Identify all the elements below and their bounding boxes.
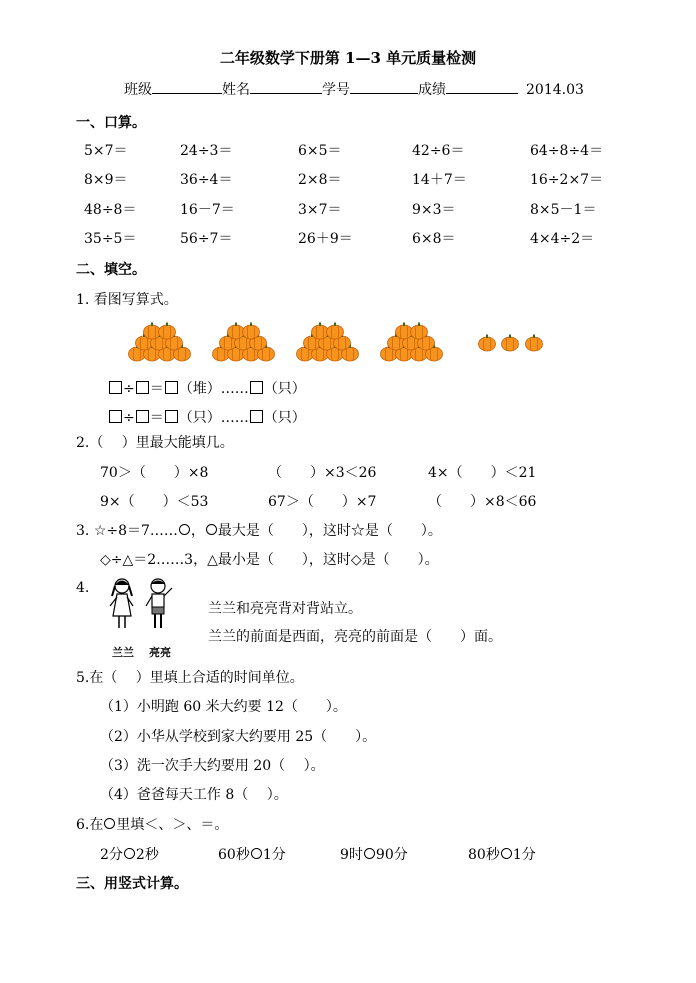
q6-left: 80秒 <box>468 847 500 863</box>
q2-item[interactable]: 9×（ ）＜53 <box>100 494 209 510</box>
circle-symbol <box>179 524 190 535</box>
q6-left: 9时 <box>340 847 363 863</box>
mental-math-row <box>0 228 696 248</box>
answer-box[interactable] <box>136 410 149 423</box>
q6-item <box>100 844 159 864</box>
section2-heading: 二、填空。 <box>76 262 146 278</box>
mental-math-item[interactable]: 9×3＝ <box>412 202 456 218</box>
mental-math-item[interactable]: 26＋9＝ <box>298 231 353 247</box>
mental-math-item[interactable]: 3×7＝ <box>298 202 342 218</box>
section1-heading: 一、口算。 <box>76 115 146 131</box>
q6-label <box>76 814 228 834</box>
q5-item[interactable]: （4）爸爸每天工作 8（ ）。 <box>100 787 288 803</box>
mental-math-item[interactable]: 64÷8÷4＝ <box>530 143 604 159</box>
number-blank[interactable] <box>350 79 418 94</box>
q1-label: 1. 看图写算式。 <box>76 292 178 308</box>
mental-math-item[interactable]: 6×8＝ <box>412 231 456 247</box>
answer-box[interactable] <box>165 381 178 394</box>
q5-label: 5.在（ ）里填上合适的时间单位。 <box>76 670 304 686</box>
section3-heading: 三、用竖式计算。 <box>76 876 188 892</box>
number-label: 学号 <box>322 82 350 98</box>
mental-math-item[interactable]: 24÷3＝ <box>180 143 233 159</box>
q3-line-2[interactable]: ◇÷△＝2……3，△最小是（ ），这时◇是（ ）。 <box>100 552 439 568</box>
mental-math-item[interactable]: 36÷4＝ <box>180 172 233 188</box>
q6-label-part: 6.在 <box>76 817 104 833</box>
q3-expression: ☆÷8＝7…… <box>93 523 178 539</box>
pumpkin-pile-2 <box>213 323 275 362</box>
mental-math-item[interactable]: 5×7＝ <box>84 143 128 159</box>
mental-math-item[interactable]: 4×4÷2＝ <box>530 231 595 247</box>
circle-symbol <box>206 524 217 535</box>
unit-text: （只） <box>263 381 306 397</box>
name-blank[interactable] <box>250 79 322 94</box>
mental-math-item[interactable]: 16－7＝ <box>180 202 235 218</box>
q6-left: 60秒 <box>218 847 250 863</box>
answer-box[interactable] <box>165 410 178 423</box>
circle-symbol <box>104 818 115 829</box>
q2-item[interactable]: 4×（ ）＜21 <box>428 465 537 481</box>
q6-right: 2秒 <box>135 847 159 863</box>
q3-comma: ， <box>190 523 205 539</box>
compare-circle[interactable] <box>124 848 135 859</box>
mental-math-item[interactable]: 35÷5＝ <box>84 231 137 247</box>
q6-right: 1分 <box>262 847 286 863</box>
answer-box[interactable] <box>250 381 263 394</box>
compare-circle[interactable] <box>501 848 512 859</box>
mental-math-item[interactable]: 6×5＝ <box>298 143 342 159</box>
q6-right: 90分 <box>375 847 408 863</box>
equals-sign: ＝ <box>149 410 164 426</box>
divide-sign: ÷ <box>123 410 135 426</box>
mental-math-row <box>0 199 696 219</box>
q4-label: 4. <box>76 580 90 596</box>
q5-item[interactable]: （3）洗一次手大约要用 20（ ）。 <box>100 758 325 774</box>
q1-equation-2 <box>108 407 306 427</box>
score-label: 成绩 <box>418 82 446 98</box>
q6-left: 2分 <box>100 847 123 863</box>
q4-line-2[interactable]: 兰兰的前面是西面，亮亮的前面是（ ）面。 <box>208 629 502 645</box>
q1-equation-1 <box>108 378 306 398</box>
compare-circle[interactable] <box>364 848 375 859</box>
q6-item <box>468 844 536 864</box>
compare-circle[interactable] <box>251 848 262 859</box>
boy-name: 亮亮 <box>149 646 171 659</box>
mental-math-item[interactable]: 8×9＝ <box>84 172 128 188</box>
q5-item[interactable]: （2）小华从学校到家大约要用 25（ ）。 <box>100 729 377 745</box>
class-label: 班级 <box>124 82 152 98</box>
answer-box[interactable] <box>136 381 149 394</box>
equals-sign: ＝ <box>149 381 164 397</box>
answer-box[interactable] <box>109 410 122 423</box>
girl-name: 兰兰 <box>112 646 134 659</box>
mental-math-item[interactable]: 14＋7＝ <box>412 172 467 188</box>
q2-item[interactable]: （ ）×3＜26 <box>268 465 377 481</box>
exam-date: 2014.03 <box>526 82 584 98</box>
name-label: 姓名 <box>222 82 250 98</box>
student-info-line <box>124 79 584 99</box>
q5-item[interactable]: （1）小明跑 60 米大约要 12（ ）。 <box>100 699 347 715</box>
divide-sign: ÷ <box>123 381 135 397</box>
q3-line-1 <box>76 520 442 540</box>
answer-box[interactable] <box>250 410 263 423</box>
mental-math-item[interactable]: 8×5－1＝ <box>530 202 597 218</box>
mental-math-row <box>0 140 696 160</box>
q2-label: 2.（ ）里最大能填几。 <box>76 435 234 451</box>
pumpkin-pile-4 <box>381 323 443 362</box>
q3-question[interactable]: 最大是（ ），这时☆是（ ）。 <box>217 523 442 539</box>
mental-math-item[interactable]: 2×8＝ <box>298 172 342 188</box>
mental-math-item[interactable]: 42÷6＝ <box>412 143 465 159</box>
q6-item <box>340 844 408 864</box>
unit-text: （只） <box>263 410 306 426</box>
children-back-to-back-icon <box>102 576 184 642</box>
pumpkin-pile-1 <box>129 323 191 362</box>
unit-text: （堆）…… <box>178 381 249 397</box>
page-title: 二年级数学下册第 1—3 单元质量检测 <box>219 49 477 67</box>
answer-box[interactable] <box>109 381 122 394</box>
q6-right: 1分 <box>512 847 536 863</box>
mental-math-item[interactable]: 48÷8＝ <box>84 202 137 218</box>
q6-item <box>218 844 286 864</box>
pumpkin-remainder <box>479 335 543 352</box>
q2-item[interactable]: （ ）×8＜66 <box>428 494 537 510</box>
q2-item[interactable]: 67＞（ ）×7 <box>268 494 377 510</box>
mental-math-row <box>0 169 696 189</box>
q6-label-part: 里填＜、＞、＝。 <box>116 817 229 833</box>
pumpkin-pile-3 <box>297 323 359 362</box>
mental-math-item[interactable]: 16÷2×7＝ <box>530 172 604 188</box>
class-blank[interactable] <box>152 79 222 94</box>
q4-line-1: 兰兰和亮亮背对背站立。 <box>208 601 362 617</box>
q3-label: 3. <box>76 523 90 539</box>
q2-item[interactable]: 70＞（ ）×8 <box>100 465 209 481</box>
unit-text: （只）…… <box>178 410 249 426</box>
pumpkin-picture <box>128 322 548 364</box>
score-blank[interactable] <box>446 79 518 94</box>
mental-math-item[interactable]: 56÷7＝ <box>180 231 233 247</box>
